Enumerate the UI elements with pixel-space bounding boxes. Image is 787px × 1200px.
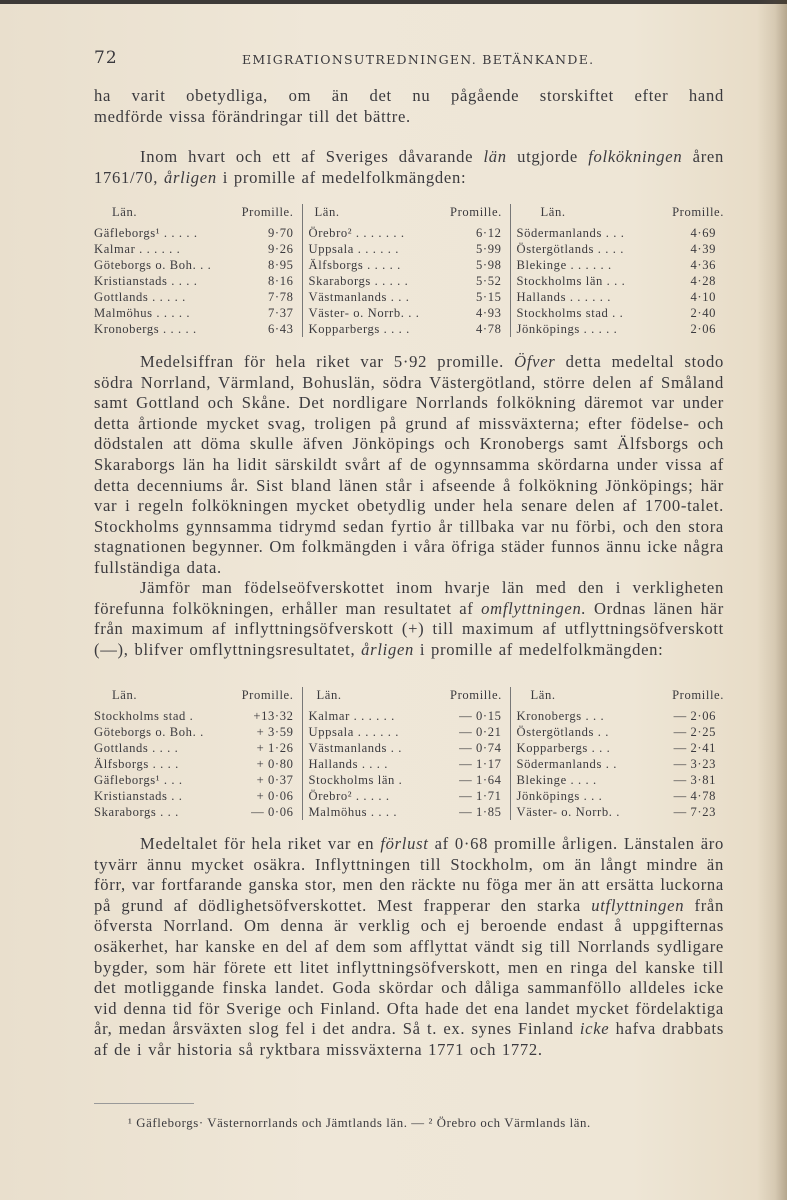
p2-mid: utgjorde [517, 147, 578, 166]
col-header-promille: Promille. [672, 205, 724, 219]
paragraph-3 [94, 352, 724, 579]
lan-cell: Blekinge . . . . [510, 772, 660, 788]
col-header-lan: Län. [302, 204, 450, 225]
promille-cell: — 0·06 [251, 805, 294, 819]
footnote: ¹ Gäfleborgs· Västernorrlands och Jämtlands län. — ² Örebro och Värmlands län. [128, 1116, 591, 1130]
lan-cell: Västmanlands . . [302, 740, 450, 756]
promille-cell: 4·69 [690, 226, 716, 240]
promille-cell: 4·93 [476, 306, 502, 320]
promille-cell: — 2·41 [673, 741, 716, 755]
p5-utflyttningen: utflyttningen [591, 895, 685, 915]
col-header-lan: Län. [510, 204, 660, 225]
promille-cell: — 0·21 [459, 725, 502, 739]
promille-cell: — 1·85 [459, 805, 502, 819]
p5-a: Medeltalet för hela riket var en [140, 834, 375, 853]
promille-cell: 9·26 [268, 242, 294, 256]
omflyttning-table [94, 687, 724, 820]
lan-cell: Väster- o. Norrb. . . [302, 305, 450, 321]
table-row [94, 241, 724, 257]
col-header-lan: Län. [112, 688, 138, 702]
lan-cell: Stockholms län . [302, 772, 450, 788]
promille-cell: + 0·37 [256, 773, 294, 787]
running-title: EMIGRATIONSUTREDNINGEN. BETÄNKANDE. [242, 52, 595, 67]
lan-cell: Kristianstads . . [94, 789, 183, 803]
promille-cell: 5·52 [476, 274, 502, 288]
p5-b: af 0·68 promille årligen. Länstalen äro tyvärr ännu mycket osäkra. Inflyttningen till Stockholm, om än långt mindre än förr, var fortfarande ganska stor, men den räckte nu föga mer än att ersätta luckorna på grund af dödlighetsöfverskottet. Mest frapperar den starka [94, 834, 725, 915]
lan-cell: Skaraborgs . . . [94, 805, 179, 819]
paragraph-4 [94, 578, 724, 660]
lan-cell: Kristianstads . . . . [94, 274, 198, 288]
lan-cell: Gottlands . . . . [94, 741, 179, 755]
p1-line1: ha varit obetydliga, om än det nu pågående storskiftet efter hand [94, 86, 724, 105]
promille-cell: — 0·74 [459, 741, 502, 755]
lan-cell: Kopparbergs . . . [510, 740, 660, 756]
page-number: 72 [94, 48, 118, 68]
promille-cell: 2·40 [690, 306, 716, 320]
lan-cell: Östergötlands . . . . [510, 241, 660, 257]
lan-cell: Jönköpings . . . . . [510, 321, 660, 337]
lan-cell: Gäfleborgs¹ . . . [94, 773, 183, 787]
promille-cell: 8·16 [268, 274, 294, 288]
col-header-promille: Promille. [672, 688, 724, 702]
col-header-lan: Län. [302, 687, 450, 708]
lan-cell: Jönköpings . . . [510, 788, 660, 804]
lan-cell: Skaraborgs . . . . . [302, 273, 450, 289]
promille-cell: 4·10 [690, 290, 716, 304]
table-row [94, 724, 724, 740]
lan-cell: Östergötlands . . [510, 724, 660, 740]
col-header-promille: Promille. [450, 205, 502, 219]
promille-cell: + 0·80 [256, 757, 294, 771]
lan-cell: Göteborgs o. Boh. . . [94, 258, 212, 272]
promille-cell: + 3·59 [256, 725, 294, 739]
table-row [94, 273, 724, 289]
lan-cell: Väster- o. Norrb. . [510, 804, 660, 820]
p2-pre2: åren 1761/70, [94, 147, 724, 187]
lan-cell: Gottlands . . . . . [94, 290, 186, 304]
table-row [94, 321, 724, 337]
promille-cell: 4·39 [690, 242, 716, 256]
promille-cell: 7·78 [268, 290, 294, 304]
promille-cell: 4·36 [690, 258, 716, 272]
promille-cell: — 1·17 [459, 757, 502, 771]
table-row [94, 708, 724, 724]
lan-cell: Södermanlands . . [510, 756, 660, 772]
promille-cell: 2·06 [690, 322, 716, 336]
lan-cell: Älfsborgs . . . . [94, 757, 179, 771]
p4-b: Ordnas länen här från maximum af inflyttningsöfverskott (+) till maximum af utflyttningsöfverskott (—), blifver omflyttningsresultatet, [94, 598, 724, 659]
table-row [94, 740, 724, 756]
lan-cell: Hallands . . . . [302, 756, 450, 772]
lan-cell: Malmöhus . . . . [302, 804, 450, 820]
p4-a: Jämför man födelseöfverskottet inom hvarje län med den i verkligheten förefunna folkökningen, erhåller man resultatet af [94, 578, 724, 618]
promille-cell: — 0·15 [459, 709, 502, 723]
lan-cell: Älfsborgs . . . . . [302, 257, 450, 273]
lan-cell: Blekinge . . . . . . [510, 257, 660, 273]
table-header-row [94, 687, 724, 708]
table-row [94, 305, 724, 321]
p3-a: Medelsiffran för hela riket var 5·92 promille. [140, 352, 504, 371]
p4-term: omflyttningen. [481, 598, 587, 618]
table-row [94, 772, 724, 788]
lan-cell: Kronobergs . . . . . [94, 322, 197, 336]
lan-cell: Hallands . . . . . . [510, 289, 660, 305]
lan-cell: Södermanlands . . . [510, 225, 660, 241]
promille-cell: — 1·64 [459, 773, 502, 787]
promille-cell: + 1·26 [256, 741, 294, 755]
p2-arligen: årligen [164, 167, 217, 187]
table-header-row [94, 204, 724, 225]
promille-cell: 5·98 [476, 258, 502, 272]
paragraph-1 [94, 86, 724, 127]
promille-cell: 7·37 [268, 306, 294, 320]
lan-cell: Stockholms stad . . [510, 305, 660, 321]
lan-cell: Kalmar . . . . . . [302, 708, 450, 724]
promille-cell: 6·12 [476, 226, 502, 240]
footnote-rule [94, 1103, 194, 1104]
col-header-promille: Promille. [450, 688, 502, 702]
lan-cell: Stockholms stad . [94, 709, 194, 723]
promille-cell: 5·15 [476, 290, 502, 304]
promille-cell: + 0·06 [256, 789, 294, 803]
lan-cell: Kronobergs . . . [510, 708, 660, 724]
p2-pre: Inom hvart och ett af Sveriges dåvarande [140, 147, 474, 166]
p5-forlust: förlust [380, 834, 429, 853]
paragraph-5 [94, 834, 724, 1061]
p2-term: folkökningen [588, 147, 683, 166]
p2-lan: län [483, 147, 507, 166]
folkokning-table [94, 204, 724, 337]
col-header-promille: Promille. [241, 205, 294, 219]
promille-cell: — 3·23 [673, 757, 716, 771]
p3-b: detta medeltal stodo södra Norrland, Värmland, Bohuslän, södra Västergötland, större delen af Småland samt Gottland och Skåne. Det nordligare Norrlands folkökning däremot var under detta årtionde mycket svag, troligen på grund af missväxterna; efter födelse- och dödstalen att döma skulle äfven Jönköpings och Kronobergs samt Älfsborgs och Skaraborgs län ha lidit särskildt svårt af de ogynnsamma skördarna under vissa af detta decenniums år. Sist bland länen står i afseende å folkökning Jönköpings; här var i regeln folkökningen mycket obetydlig under hela senare delen af 1700-talet. Stockholms gynnsamma tidrymd sedan fyrtio år tillbaka var nu förbi, och den stora stagnationen begynner. Om folkmängden i våra öfriga städer funnos ännu icke några fullständiga data. [94, 352, 724, 577]
lan-cell: Uppsala . . . . . . [302, 724, 450, 740]
lan-cell: Kopparbergs . . . . [302, 321, 450, 337]
table-row [94, 788, 724, 804]
promille-cell: 4·78 [476, 322, 502, 336]
p5-d: hafva drabbats af de i vår historia så ryktbara missväxterna 1771 och 1772. [94, 1019, 724, 1059]
promille-cell: 6·43 [268, 322, 294, 336]
promille-cell: — 3·81 [673, 773, 716, 787]
lan-cell: Gäfleborgs¹ . . . . . [94, 226, 198, 240]
promille-cell: — 2·06 [673, 709, 716, 723]
col-header-lan: Län. [510, 687, 660, 708]
p4-arligen: årligen [361, 639, 415, 659]
col-header-lan: Län. [112, 205, 138, 219]
p4-c: i promille af medelfolkmängden: [419, 639, 664, 659]
promille-cell: 5·99 [476, 242, 502, 256]
promille-cell: 4·28 [690, 274, 716, 288]
promille-cell: — 7·23 [673, 805, 716, 819]
p3-ofver: Öfver [514, 352, 556, 371]
lan-cell: Kalmar . . . . . . [94, 242, 181, 256]
page-edge-shadow [757, 0, 787, 1200]
lan-cell: Örebro² . . . . . . . [302, 225, 450, 241]
lan-cell: Malmöhus . . . . . [94, 306, 191, 320]
table-row [94, 225, 724, 241]
lan-cell: Örebro² . . . . . [302, 788, 450, 804]
p5-c: från öfversta Norrland. Om denna är verklig och ej beroende endast å uppgifternas osäkerhet, har kanske en del af dem som afflyttat vändt sig till Norrlands sydligare bygder, som här förete ett litet inflyttningsöfverskott, men en ringa del kanske till det motliggande finska landet. Goda skördar och dåliga sammanföllo alldeles icke vid denna tid för Sverige och Finland. Ofta hade det ena landet mycket fördelaktiga år, medan årsväxten slog fel i det andra. Så t. ex. synes Finland [94, 895, 724, 1039]
p2-post: i promille af medelfolkmängden: [222, 167, 467, 187]
table-row [94, 756, 724, 772]
table-row [94, 257, 724, 273]
top-edge [0, 0, 787, 4]
lan-cell: Västmanlands . . . [302, 289, 450, 305]
p1-line2: medförde vissa förändringar till det bättre. [94, 106, 411, 126]
promille-cell: 9·70 [268, 226, 294, 240]
lan-cell: Uppsala . . . . . . [302, 241, 450, 257]
promille-cell: +13·32 [253, 709, 294, 723]
paragraph-2 [94, 147, 724, 188]
table-row [94, 289, 724, 305]
lan-cell: Göteborgs o. Boh. . [94, 725, 204, 739]
lan-cell: Stockholms län . . . [510, 273, 660, 289]
p5-icke: icke [579, 1019, 610, 1039]
promille-cell: — 2·25 [673, 725, 716, 739]
col-header-promille: Promille. [241, 688, 294, 702]
table-row [94, 804, 724, 820]
promille-cell: — 1·71 [459, 789, 502, 803]
promille-cell: 8·95 [268, 258, 294, 272]
promille-cell: — 4·78 [673, 789, 716, 803]
